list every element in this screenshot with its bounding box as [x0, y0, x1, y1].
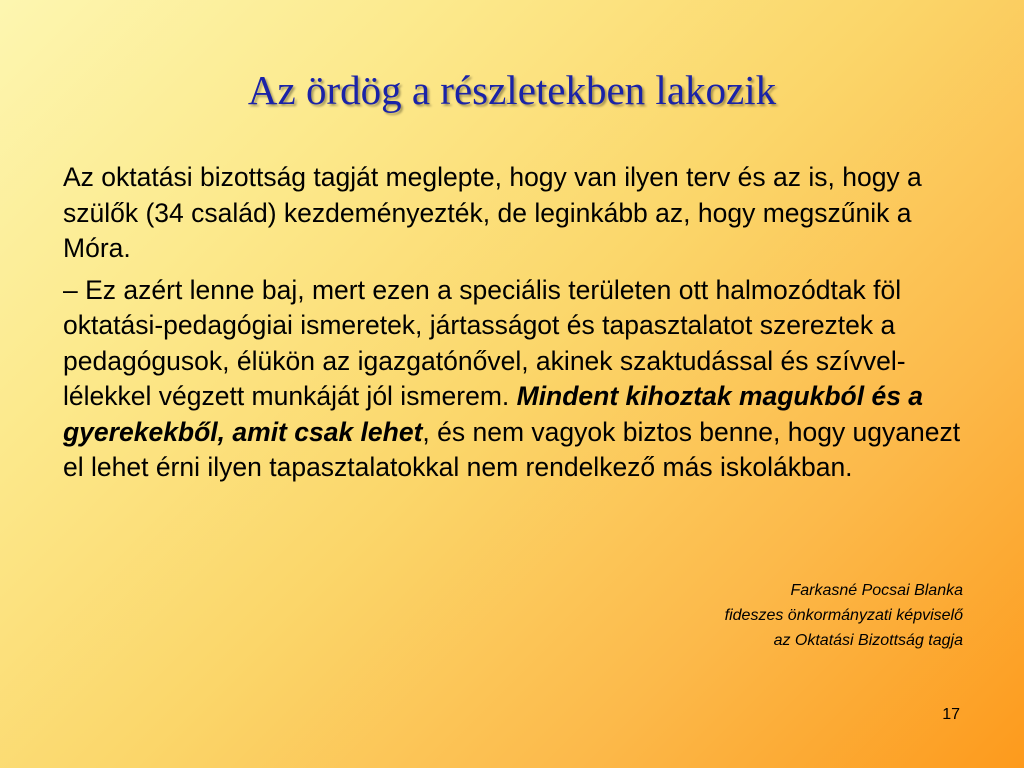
- slide-title: Az ördög a részletekben lakozik: [247, 67, 777, 113]
- attribution-committee: az Oktatási Bizottság tagja: [773, 632, 963, 649]
- paragraph-2-text-end: , és nem vagyok biztos benne, hogy ugyanezt el lehet érni ilyen tapasztalatokkal nem rendelkező más iskolákban.: [63, 416, 961, 482]
- paragraph-1: Az oktatási bizottság tagját meglepte, hogy van ilyen terv és az is, hogy a szülők (34 család) kezdeményezték, de leginkább az, hogy megszűnik a Móra.: [63, 162, 922, 263]
- page-number: 17: [942, 706, 960, 723]
- paragraph-2-emphasis: Mindent kihoztak magukból és a gyerekekből, amit csak lehet: [63, 381, 924, 447]
- paragraph-2: [63, 273, 963, 486]
- slide-body: [63, 160, 963, 492]
- attribution-name: Farkasné Pocsai Blanka: [790, 582, 963, 599]
- attribution-role: fideszes önkormányzati képviselő: [724, 607, 963, 624]
- attribution: [725, 578, 963, 653]
- paragraph-2-text-start: – Ez azért lenne baj, mert ezen a speciális területen ott halmozódtak föl oktatási-pedagógiai ismeretek, jártasságot és tapasztalatot szereztek a pedagógusok, élükön az igazgatónővel, akinek szaktudással és szívvel-lélekkel végzett munkáját jól ismerem.: [63, 274, 906, 411]
